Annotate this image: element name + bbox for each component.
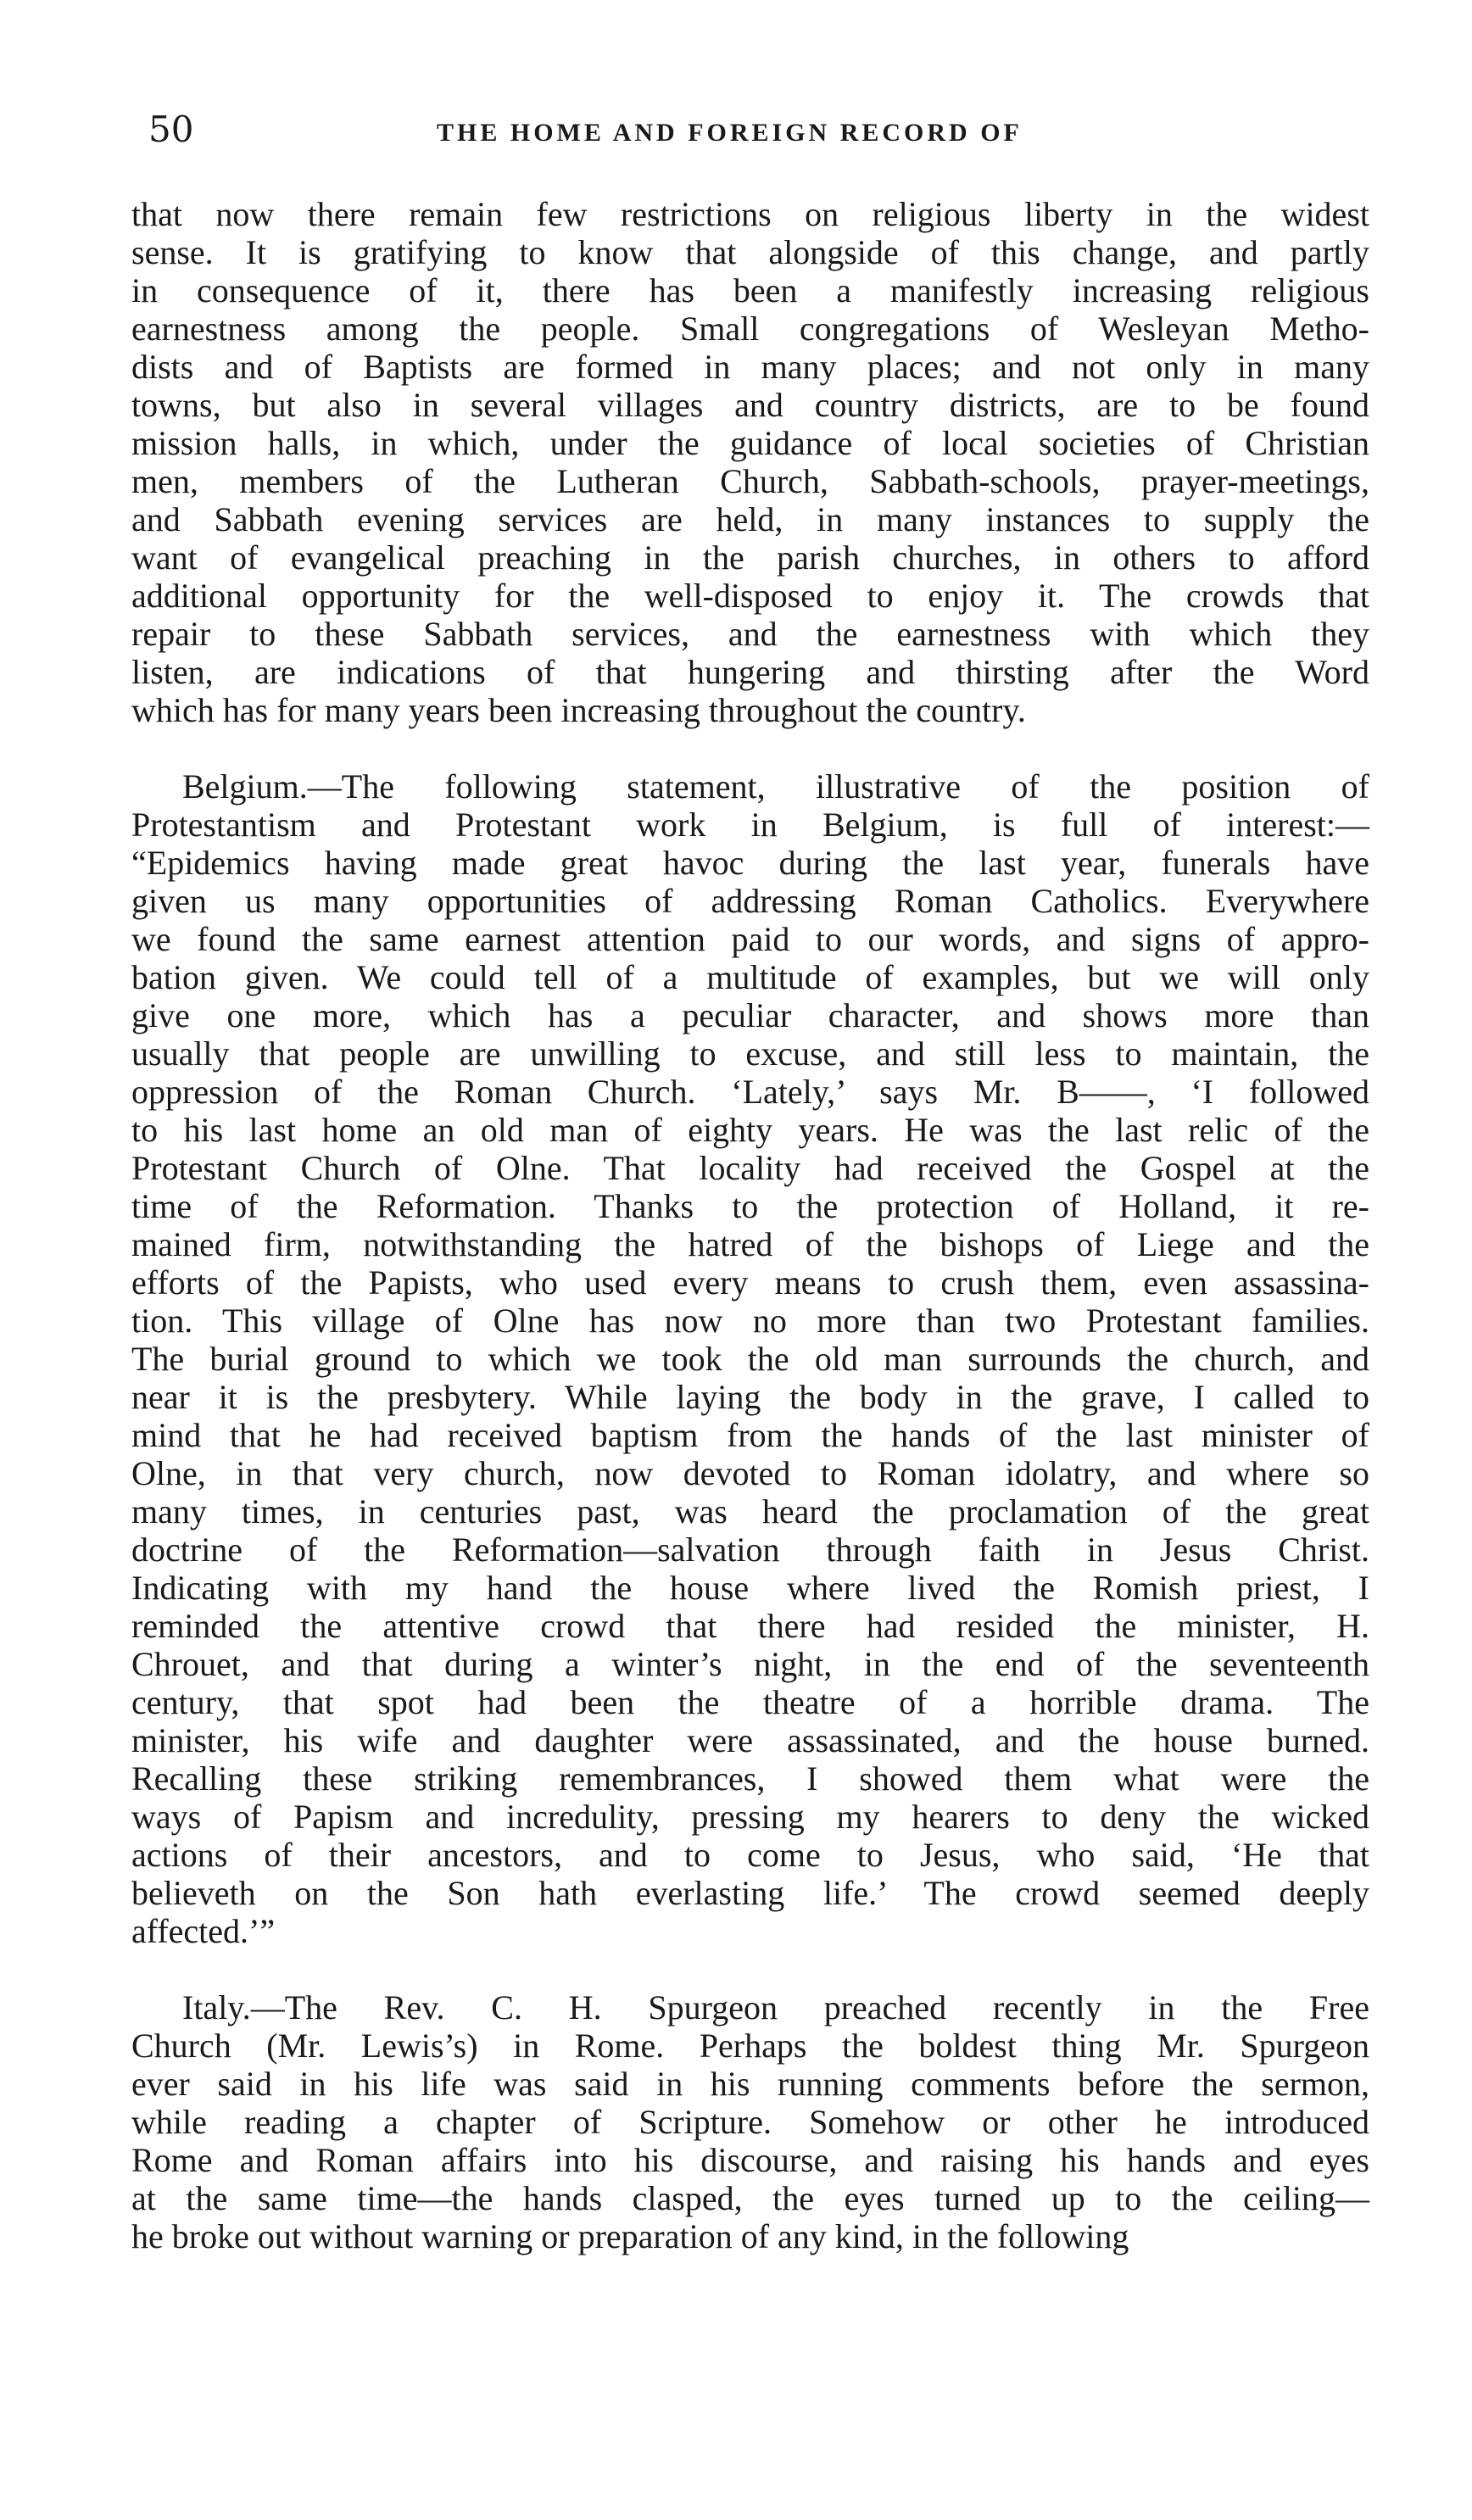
text-line: ever said in his life was said in his running comments before the sermon, <box>131 2065 1369 2103</box>
paragraph-sweden-continuation <box>131 195 1369 729</box>
text-line: to his last home an old man of eighty years. He was the last relic of the <box>131 1111 1369 1149</box>
text-line: Chrouet, and that during a winter’s night, in the end of the seventeenth <box>131 1645 1369 1683</box>
text-line: century, that spot had been the theatre of a horrible drama. The <box>131 1683 1369 1721</box>
text-line: mind that he had received baptism from the hands of the last minister of <box>131 1416 1369 1454</box>
text-line: bation given. We could tell of a multitude of examples, but we will only <box>131 958 1369 996</box>
text-line: mission halls, in which, under the guidance of local societies of Christian <box>131 424 1369 462</box>
text-line: efforts of the Papists, who used every means to crush them, even assassina- <box>131 1263 1369 1302</box>
text-line: give one more, which has a peculiar character, and shows more than <box>131 996 1369 1034</box>
text-line: oppression of the Roman Church. ‘Lately,’ says Mr. B——, ‘I followed <box>131 1073 1369 1111</box>
text-line: men, members of the Lutheran Church, Sabbath-schools, prayer-meetings, <box>131 462 1369 500</box>
text-line: and Sabbath evening services are held, in many instances to supply the <box>131 500 1369 538</box>
text-line: Protestant Church of Olne. That locality had received the Gospel at the <box>131 1149 1369 1187</box>
text-line: The burial ground to which we took the old man surrounds the church, and <box>131 1340 1369 1378</box>
text-line: want of evangelical preaching in the parish churches, in others to afford <box>131 538 1369 577</box>
text-line: Olne, in that very church, now devoted to Roman idolatry, and where so <box>131 1454 1369 1492</box>
text-line: Belgium.—The following statement, illustrative of the position of <box>182 767 1369 806</box>
text-line: time of the Reformation. Thanks to the protection of Holland, it re- <box>131 1187 1369 1225</box>
text-line: repair to these Sabbath services, and the earnestness with which they <box>131 615 1369 653</box>
text-line: minister, his wife and daughter were assassinated, and the house burned. <box>131 1721 1369 1759</box>
text-line: in consequence of it, there has been a manifestly increasing religious <box>131 271 1369 309</box>
page-number: 50 <box>148 109 194 150</box>
text-line: sense. It is gratifying to know that alongside of this change, and partly <box>131 233 1369 271</box>
paragraph-italy <box>131 1988 1369 2255</box>
text-line: Recalling these striking remembrances, I showed them what were the <box>131 1759 1369 1798</box>
text-line: Rome and Roman affairs into his discourse, and raising his hands and eyes <box>131 2141 1369 2179</box>
text-line: dists and of Baptists are formed in many places; and not only in many <box>131 348 1369 386</box>
text-line: Indicating with my hand the house where lived the Romish priest, I <box>131 1569 1369 1607</box>
text-line: Protestantism and Protestant work in Belgium, is full of interest:— <box>131 806 1369 844</box>
text-line: at the same time—the hands clasped, the eyes turned up to the ceiling— <box>131 2179 1369 2217</box>
paragraph-belgium <box>131 767 1369 1950</box>
text-line: believeth on the Son hath everlasting life.’ The crowd seemed deeply <box>131 1874 1369 1912</box>
text-line: towns, but also in several villages and country districts, are to be found <box>131 386 1369 424</box>
text-line: listen, are indications of that hungering and thirsting after the Word <box>131 653 1369 691</box>
text-line: tion. This village of Olne has now no more than two Protestant families. <box>131 1302 1369 1340</box>
text-line: mained firm, notwithstanding the hatred of the bishops of Liege and the <box>131 1225 1369 1263</box>
page <box>131 102 1369 2476</box>
text-line: additional opportunity for the well-disposed to enjoy it. The crowds that <box>131 577 1369 615</box>
text-line: many times, in centuries past, was heard the proclamation of the great <box>131 1492 1369 1530</box>
text-line: usually that people are unwilling to excuse, and still less to maintain, the <box>131 1034 1369 1073</box>
text-line: affected.’” <box>131 1912 276 1950</box>
text-line: we found the same earnest attention paid to our words, and signs of appro- <box>131 920 1369 958</box>
text-line: while reading a chapter of Scripture. Somehow or other he introduced <box>131 2103 1369 2141</box>
text-line: Italy.—The Rev. C. H. Spurgeon preached recently in the Free <box>182 1988 1369 2027</box>
text-line: that now there remain few restrictions on religious liberty in the widest <box>131 195 1369 233</box>
text-line: doctrine of the Reformation—salvation through faith in Jesus Christ. <box>131 1530 1369 1569</box>
text-line: he broke out without warning or preparation of any kind, in the following <box>131 2217 1129 2255</box>
text-line: “Epidemics having made great havoc during the last year, funerals have <box>131 844 1369 882</box>
running-head <box>131 102 1369 161</box>
text-line: which has for many years been increasing throughout the country. <box>131 691 1026 729</box>
text-line: given us many opportunities of addressing Roman Catholics. Everywhere <box>131 882 1369 920</box>
text-line: Church (Mr. Lewis’s) in Rome. Perhaps the boldest thing Mr. Spurgeon <box>131 2027 1369 2065</box>
text-line: near it is the presbytery. While laying the body in the grave, I called to <box>131 1378 1369 1416</box>
text-line: reminded the attentive crowd that there had resided the minister, H. <box>131 1607 1369 1645</box>
text-line: ways of Papism and incredulity, pressing my hearers to deny the wicked <box>131 1798 1369 1836</box>
text-line: actions of their ancestors, and to come to Jesus, who said, ‘He that <box>131 1836 1369 1874</box>
running-title: THE HOME AND FOREIGN RECORD OF <box>437 119 1023 147</box>
text-line: earnestness among the people. Small congregations of Wesleyan Metho- <box>131 309 1369 348</box>
